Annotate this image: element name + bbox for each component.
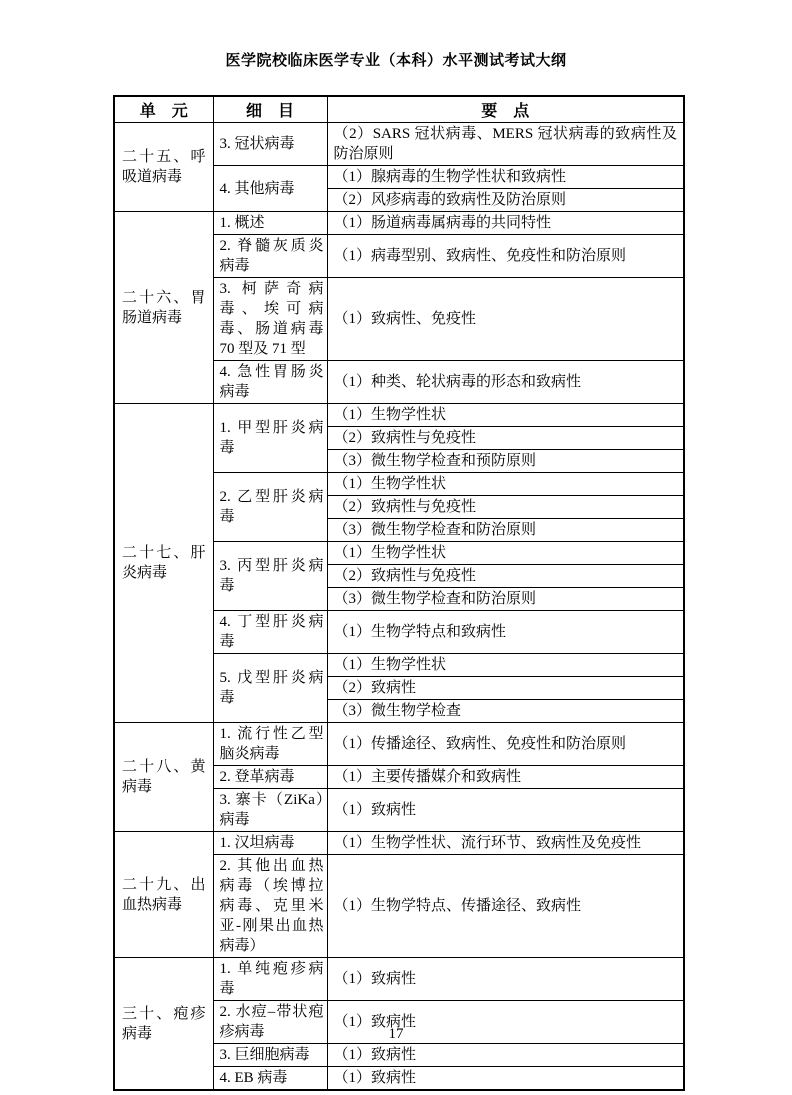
unit-cell: 二十八、黄病毒 (114, 723, 213, 832)
item-cell: 4. 丁型肝炎病毒 (213, 611, 327, 654)
item-cell: 2. 其他出血热病毒（埃博拉病毒、克里米亚-刚果出血热病毒） (213, 855, 327, 958)
item-cell: 3. 柯萨奇病毒、埃可病毒、肠道病毒 70 型及 71 型 (213, 278, 327, 361)
table-row (114, 958, 684, 1001)
point-cell: （2）致病性与免疫性 (327, 565, 684, 588)
point-cell: （1）肠道病毒属病毒的共同特性 (327, 212, 684, 235)
point-cell: （2）致病性与免疫性 (327, 496, 684, 519)
item-cell: 1. 流行性乙型脑炎病毒 (213, 723, 327, 766)
item-cell: 5. 戊型肝炎病毒 (213, 654, 327, 723)
item-cell: 1. 概述 (213, 212, 327, 235)
point-cell: （2）SARS 冠状病毒、MERS 冠状病毒的致病性及防治原则 (327, 123, 684, 166)
point-cell: （3）微生物学检查 (327, 700, 684, 723)
column-header-item: 细 目 (213, 96, 327, 123)
point-cell: （1）致病性 (327, 1044, 684, 1067)
item-cell: 3. 寨卡（ZiKa）病毒 (213, 789, 327, 832)
point-cell: （2）致病性 (327, 677, 684, 700)
point-cell: （1）种类、轮状病毒的形态和致病性 (327, 361, 684, 404)
point-cell: （2）风疹病毒的致病性及防治原则 (327, 189, 684, 212)
point-cell: （1）致病性、免疫性 (327, 278, 684, 361)
point-cell: （1）病毒型别、致病性、免疫性和防治原则 (327, 235, 684, 278)
point-cell: （1）致病性 (327, 1067, 684, 1091)
point-cell: （1）生物学性状 (327, 404, 684, 427)
table-row (114, 123, 684, 166)
item-cell: 1. 甲型肝炎病毒 (213, 404, 327, 473)
unit-cell: 二十五、呼吸道病毒 (114, 123, 213, 212)
item-cell: 2. 脊髓灰质炎病毒 (213, 235, 327, 278)
page-number: 17 (388, 1026, 404, 1042)
point-cell: （1）腺病毒的生物学性状和致病性 (327, 166, 684, 189)
unit-cell: 二十六、胃肠道病毒 (114, 212, 213, 404)
item-cell: 3. 冠状病毒 (213, 123, 327, 166)
point-cell: （1）生物学性状 (327, 473, 684, 496)
point-cell: （1）致病性 (327, 958, 684, 1001)
table-row (114, 212, 684, 235)
point-cell: （1）生物学性状、流行环节、致病性及免疫性 (327, 832, 684, 855)
point-cell: （1）致病性 (327, 789, 684, 832)
item-cell: 3. 丙型肝炎病毒 (213, 542, 327, 611)
item-cell: 2. 登革病毒 (213, 766, 327, 789)
point-cell: （1）生物学特点、传播途径、致病性 (327, 855, 684, 958)
table-row (114, 832, 684, 855)
item-cell: 2. 水痘–带状疱疹病毒 (213, 1001, 327, 1044)
point-cell: （1）主要传播媒介和致病性 (327, 766, 684, 789)
document-header-title: 医学院校临床医学专业（本科）水平测试考试大纲 (225, 52, 567, 69)
table-row (114, 404, 684, 427)
item-cell: 4. EB 病毒 (213, 1067, 327, 1091)
item-cell: 4. 其他病毒 (213, 166, 327, 212)
item-cell: 1. 单纯疱疹病毒 (213, 958, 327, 1001)
point-cell: （1）生物学特点和致病性 (327, 611, 684, 654)
syllabus-table (113, 95, 685, 1091)
point-cell: （3）微生物学检查和预防原则 (327, 450, 684, 473)
point-cell: （1）生物学性状 (327, 654, 684, 677)
point-cell: （1）生物学性状 (327, 542, 684, 565)
point-cell: （2）致病性与免疫性 (327, 427, 684, 450)
point-cell: （1）传播途径、致病性、免疫性和防治原则 (327, 723, 684, 766)
table-row (114, 723, 684, 766)
item-cell: 1. 汉坦病毒 (213, 832, 327, 855)
point-cell: （3）微生物学检查和防治原则 (327, 519, 684, 542)
column-header-points: 要 点 (327, 96, 684, 123)
point-cell: （3）微生物学检查和防治原则 (327, 588, 684, 611)
unit-cell: 三十、疱疹病毒 (114, 958, 213, 1091)
item-cell: 3. 巨细胞病毒 (213, 1044, 327, 1067)
unit-cell: 二十七、肝炎病毒 (114, 404, 213, 723)
point-cell: （1）致病性 (327, 1001, 684, 1044)
table-header-row (114, 96, 684, 123)
item-cell: 4. 急性胃肠炎病毒 (213, 361, 327, 404)
item-cell: 2. 乙型肝炎病毒 (213, 473, 327, 542)
unit-cell: 二十九、出血热病毒 (114, 832, 213, 958)
column-header-unit: 单 元 (114, 96, 213, 123)
